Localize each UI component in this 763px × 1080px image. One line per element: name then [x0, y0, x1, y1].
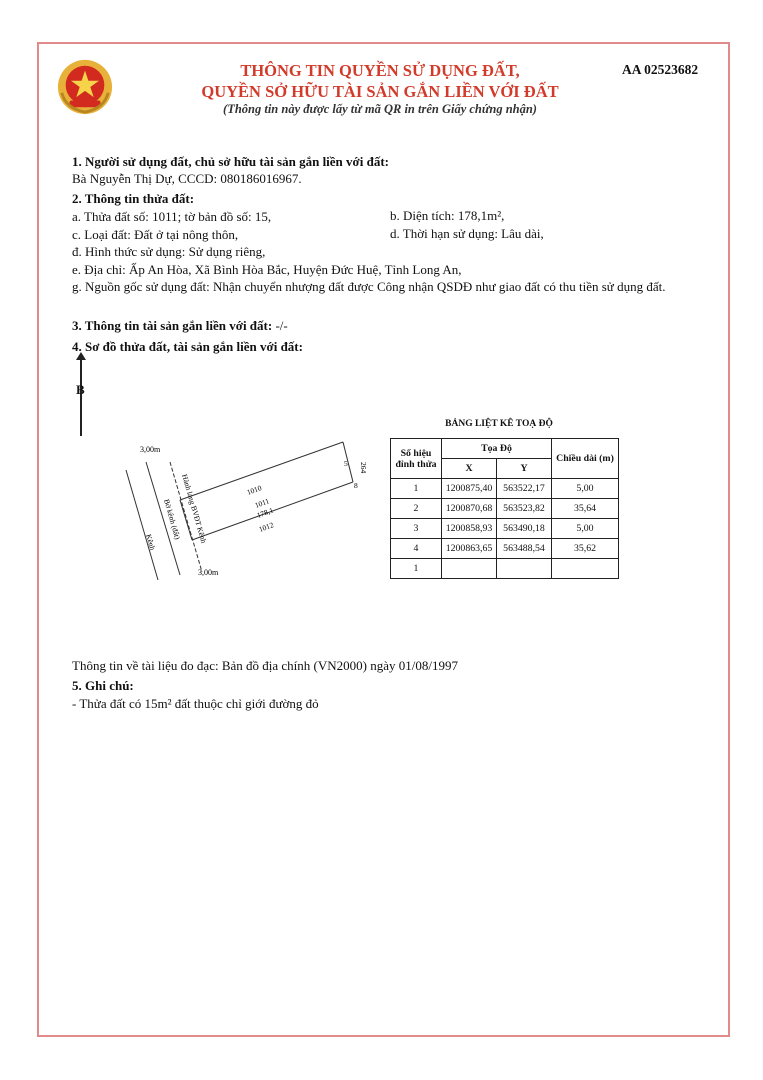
table-row	[391, 559, 619, 579]
cell-x: 1200875,40	[442, 479, 497, 499]
table-row	[391, 479, 619, 499]
note-text: - Thửa đất có 15m² đất thuộc chỉ giới đường đỏ	[72, 696, 319, 711]
table-row	[391, 539, 619, 559]
point-8-label: 8	[354, 481, 358, 490]
coord-table-title: BẢNG LIỆT KÊ TOẠ ĐỘ	[445, 419, 553, 429]
table-row	[391, 499, 619, 519]
usage-form: đ. Hình thức sử dụng: Sử dụng riêng,	[72, 244, 266, 259]
section4-heading: 4. Sơ đồ thửa đất, tài sản gắn liền với đất:	[72, 339, 303, 354]
point-5-label: 5	[344, 459, 348, 468]
cell-id: 3	[391, 519, 442, 539]
section3	[72, 317, 288, 334]
cell-id: 1	[391, 559, 442, 579]
cell-length: 35,64	[552, 499, 619, 519]
usage-term: d. Thời hạn sử dụng: Lâu dài,	[390, 226, 544, 241]
serial-number: AA 02523682	[622, 62, 699, 77]
coord-header-coord: Tọa Độ	[442, 439, 552, 459]
coord-header-point: Số hiệu đỉnh thửa	[391, 439, 442, 479]
national-emblem-icon	[56, 58, 114, 116]
land-type: c. Loại đất: Đất ở tại nông thôn,	[72, 227, 239, 242]
cell-y: 563522,17	[497, 479, 552, 499]
north-label: B	[76, 382, 85, 397]
section1-heading: 1. Người sử dụng đất, chủ sở hữu tài sản gắn liền với đất:	[72, 154, 389, 169]
parcel-sketch	[118, 440, 378, 585]
cell-x: 1200870,68	[442, 499, 497, 519]
parcel-area: b. Diện tích: 178,1m²,	[390, 208, 505, 223]
parcel-number: a. Thửa đất số: 1011; tờ bản đồ số: 15,	[72, 209, 272, 224]
road-corridor-label: Hành lang BVĐT Kênh	[180, 473, 209, 545]
cell-length: 35,62	[552, 539, 619, 559]
cell-y	[497, 559, 552, 579]
owner-info: Bà Nguyễn Thị Dự, CCCD: 080186016967.	[72, 171, 302, 186]
table-row	[391, 519, 619, 539]
dim-top-label: 3,00m	[140, 445, 161, 454]
section3-heading: 3. Thông tin tài sản gắn liền với đất:	[72, 318, 273, 333]
cell-x: 1200863,65	[442, 539, 497, 559]
coord-table	[390, 438, 619, 579]
canal-label: Kênh	[144, 533, 158, 552]
cell-id: 4	[391, 539, 442, 559]
address: e. Địa chỉ: Ấp An Hòa, Xã Bình Hòa Bắc, Huyện Đức Huệ, Tỉnh Long An,	[72, 262, 462, 277]
coord-header-y: Y	[497, 459, 552, 479]
section3-value: -/-	[272, 318, 288, 333]
cell-length: 5,00	[552, 479, 619, 499]
cell-y: 563490,18	[497, 519, 552, 539]
document-title-line2: QUYỀN SỞ HỮU TÀI SẢN GẮN LIỀN VỚI ĐẤT	[201, 82, 559, 101]
section5-heading: 5. Ghi chú:	[72, 678, 134, 693]
side-label: 264	[359, 462, 368, 474]
cell-y: 563523,82	[497, 499, 552, 519]
parcel-area-label: 178,1	[255, 505, 275, 520]
coord-header-x: X	[442, 459, 497, 479]
cell-length: 5,00	[552, 519, 619, 539]
document-subtitle: (Thông tin này được lấy từ mã QR in trên Giấy chứng nhận)	[223, 102, 537, 116]
survey-info: Thông tin về tài liệu đo đạc: Bản đồ địa chính (VN2000) ngày 01/08/1997	[72, 658, 458, 673]
cell-y: 563488,54	[497, 539, 552, 559]
cell-id: 1	[391, 479, 442, 499]
parcel-number-label: 1011	[253, 496, 271, 510]
cell-length	[552, 559, 619, 579]
cell-id: 2	[391, 499, 442, 519]
coord-header-length: Chiều dài (m)	[552, 439, 619, 479]
canal-bank-label: Bờ kênh (đất)	[162, 498, 183, 541]
document-title-line1: THÔNG TIN QUYỀN SỬ DỤNG ĐẤT,	[240, 61, 520, 80]
parcel-above-label: 1010	[245, 483, 263, 497]
land-origin: g. Nguồn gốc sử dụng đất: Nhận chuyển nhượng đất được Công nhận QSDĐ như giao đất có thu tiền sử dụng đất.	[72, 279, 666, 294]
cell-x	[442, 559, 497, 579]
parcel-below-label: 1012	[257, 520, 275, 534]
dim-bottom-label: 3,00m	[198, 568, 219, 577]
section2-heading: 2. Thông tin thửa đất:	[72, 191, 195, 206]
cell-x: 1200858,93	[442, 519, 497, 539]
